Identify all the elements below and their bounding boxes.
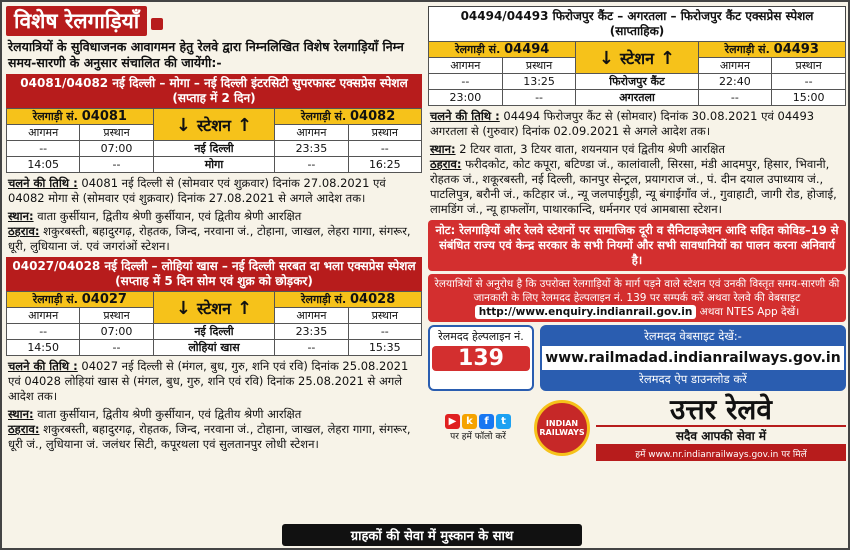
departure-header: प्रस्थान (348, 125, 421, 141)
title-decoration (151, 18, 163, 30)
departure-header: प्रस्थान (80, 125, 153, 141)
helpline-box (428, 325, 534, 391)
twitter-icon[interactable]: t (496, 414, 511, 429)
train2-up-number: रेलगाड़ी सं. 04027 (7, 292, 154, 308)
org-tagline: सदैव आपकी सेवा में (596, 425, 846, 446)
train3-timetable: रेलगाड़ी सं. 04494 ↓ स्टेशन ↑ रेलगाड़ी सं. 04493 आगमन प्रस्थान आगमन प्रस्थान -- 13:25 फिरोजपुर कैंट 22:40 -- 23:00 -- अगरतला -- 15:00 (428, 41, 846, 106)
northern-railway-brand (596, 395, 846, 461)
enquiry-request: रेलयात्रियों से अनुरोध है कि उपरोक्त रेलगाड़ियों के मार्ग पड़ने वाले स्टेशन एवं उनकी विस्तृत समय-सारणी की जानकारी के लिए रेलमदद हेल्पलाइन नं. 139 पर सम्पर्क करें अथवा रेलवे की वेबसाइट http://www.enquiry.indianrail.gov.in अथवा NTES App देखें। (428, 274, 846, 322)
org-name: उत्तर रेलवे (670, 393, 772, 426)
train2-run-date: चलने की तिथि : 04027 नई दिल्ली से (मंगल, बुध, गुरु, शनि एवं रवि) दिनांक 25.08.2021 एवं 04028 लोहियां खास से (मंगल, बुध, गुरु, शनि एवं रवि) दिनांक 25.08.2021 से अगले आदेश तक। (8, 359, 409, 403)
arrow-up-icon: ↑ (237, 297, 253, 319)
train2-coaches: स्थान: वाता कुर्सीयान, द्वितीय श्रेणी कुर्सीयान, एवं द्वितीय श्रेणी आरक्षित ठहराव: शकुरबस्ती, बहादुरगढ़, रोहतक, जिन्द, नरवाना जं., टोहाना, जाखल, लेहरा गागा, संगरूर, धूरी जं., लुधियाना जं. जलंधर सिटी, कपूरथला एवं सुलतानपुर लोधी स्टेशन। (8, 407, 411, 451)
train2-down-number: रेलगाड़ी सं. 04028 (275, 292, 422, 308)
youtube-icon[interactable]: ▶ (445, 414, 460, 429)
arrow-up-icon: ↑ (660, 47, 676, 69)
footer-row (428, 395, 846, 461)
table-row: -- 07:00 नई दिल्ली 23:35 -- (7, 324, 422, 340)
table-row: 14:05 -- मोगा -- 16:25 (7, 157, 422, 173)
train2-timetable: रेलगाड़ी सं. 04027 ↓ स्टेशन ↑ रेलगाड़ी सं. 04028 आगमन प्रस्थान आगमन प्रस्थान -- 07:00 नई दिल्ली 23:35 -- 14:50 -- लोहियां खास -- 15:35 (6, 291, 422, 356)
table-row: -- 13:25 फिरोजपुर कैंट 22:40 -- (429, 74, 846, 90)
station-header: ↓ स्टेशन ↑ (153, 292, 275, 324)
table-row: -- 07:00 नई दिल्ली 23:35 -- (7, 141, 422, 157)
arrow-down-icon: ↓ (175, 114, 191, 136)
right-column (428, 6, 846, 461)
train1-run-date: चलने की तिथि : 04081 नई दिल्ली से (सोमवार एवं शुक्रवार) दिनांक 27.08.2021 एवं 04082 मोगा से (सोमवार एवं शुक्रवार) दिनांक 27.08.2021 से अगले आदेश तक। (8, 176, 386, 205)
arrival-header: आगमन (7, 125, 80, 141)
arrow-up-icon: ↑ (237, 114, 253, 136)
train3-run-date: चलने की तिथि : 04494 फिरोजपुर कैंट से (सोमवार) दिनांक 30.08.2021 एवं 04493 अगरतला से (गुरुवार) दिनांक 02.09.2021 से अगले आदेश तक। (430, 109, 815, 138)
indian-railways-logo: INDIAN RAILWAYS (534, 400, 590, 456)
intro-text: रेलयात्रियों के सुविधाजनक आवागमन हेतु रेलवे द्वारा निम्नलिखित विशेष रेलगाड़ियाँ निम्न समय-सारणी के अनुसार संचालित की जायेंगी:- (8, 39, 404, 70)
poster-title: विशेष रेलगाड़ियाँ (6, 6, 147, 36)
table-row: 23:00 -- अगरतला -- 15:00 (429, 90, 846, 106)
org-website[interactable]: हमें www.nr.indianrailways.gov.in पर मिलें (596, 446, 846, 461)
railmadad-link[interactable]: www.railmadad.indianrailways.gov.in (545, 350, 841, 366)
covid-note: नोट: रेलगाड़ियों और रेलवे स्टेशनों पर सामाजिक दूरी व सैनिटाइजेशन आदि सहित कोविड–19 से संबंधित राज्य एवं केन्द्र सरकार के सभी नियमों और सभी सावधानियों का पालन करना अनिवार्य है। (428, 220, 846, 271)
train1-coaches: स्थान: वाता कुर्सीयान, द्वितीय श्रेणी कुर्सीयान, एवं द्वितीय श्रेणी आरक्षित ठहराव: शकुरबस्ती, बहादुरगढ़, रोहतक, जिन्द, नरवाना जं., टोहाना, जाखल, लेहरा गागा, संगरूर, धूरी, लुधियाना जं. एवं जगरांओं स्टेशन। (8, 209, 411, 253)
helpline-number[interactable]: 139 (432, 346, 530, 371)
railmadad-caption: रेलमदद वेबसाइट देखें:- (542, 327, 844, 346)
bottom-slogan: ग्राहकों की सेवा में मुस्कान के साथ (282, 524, 582, 546)
station-header: ↓ स्टेशन ↑ (576, 42, 698, 74)
social-links (428, 414, 528, 442)
helpline-label: रेलमदद हेल्पलाइन नं. (438, 330, 524, 343)
train1-heading: 04081/04082 नई दिल्ली – मोगा – नई दिल्ली इंटरसिटी सुपरफास्ट एक्सप्रेस स्पेशल (सप्ताह में 2 दिन) (6, 74, 422, 108)
koo-icon[interactable]: k (462, 414, 477, 429)
enquiry-link[interactable]: http://www.enquiry.indianrail.gov.in (475, 305, 697, 319)
arrival-header: आगमन (275, 125, 348, 141)
left-column (6, 6, 422, 455)
follow-text: पर हमें फॉलो करें (450, 432, 506, 442)
train2-heading: 04027/04028 नई दिल्ली – लोहियां खास – नई दिल्ली सरबत दा भला एक्सप्रेस स्पेशल (सप्ताह में 5 दिन सोम एवं शुक्र को छोड़कर) (6, 257, 422, 291)
facebook-icon[interactable]: f (479, 414, 494, 429)
train3-up-number: रेलगाड़ी सं. 04494 (429, 42, 576, 58)
train1-up-number: रेलगाड़ी सं. 04081 (7, 109, 154, 125)
arrow-down-icon: ↓ (598, 47, 614, 69)
train3-coaches: स्थान: 2 टियर वाता, 3 टियर वाता, शयनयान एवं द्वितीय श्रेणी आरक्षित ठहराव: फरीदकोट, कोट कपूरा, बटिण्डा जं., कालांवाली, सिरसा, मंडी आदमपुर, हिसार, भिवानी, रोहतक जं., शकूरबस्ती, नई दिल्ली, कानपुर सेन्ट्रल, प्रयागराज जं., पं. दीन दयाल उपाध्याय जं., पाटलिपुत्र, बरौनी जं., कटिहार जं., न्यू जलपाईगुड़ी, न्यू बंगाईगाँव जं., गुवाहाटी, जागी रोड, होजाई, लामडिंग जं., न्यू हाफलोंग, पाथारकान्दि, धर्मनगर एवं आमबासा स्टेशन। (430, 142, 837, 216)
railmadad-box (540, 325, 846, 391)
helpline-row (428, 325, 846, 391)
arrow-down-icon: ↓ (175, 297, 191, 319)
table-row: 14:50 -- लोहियां खास -- 15:35 (7, 340, 422, 356)
train3-down-number: रेलगाड़ी सं. 04493 (698, 42, 845, 58)
railmadad-app-download[interactable]: रेलमदद ऐप डाउनलोड करें (542, 370, 844, 389)
train3-heading: 04494/04493 फिरोजपुर कैंट – अगरतला – फिरोजपुर कैंट एक्सप्रेस स्पेशल (साप्ताहिक) (428, 6, 846, 41)
train1-down-number: रेलगाड़ी सं. 04082 (275, 109, 422, 125)
train1-timetable (6, 108, 422, 173)
station-header: ↓ स्टेशन ↑ (153, 109, 275, 141)
